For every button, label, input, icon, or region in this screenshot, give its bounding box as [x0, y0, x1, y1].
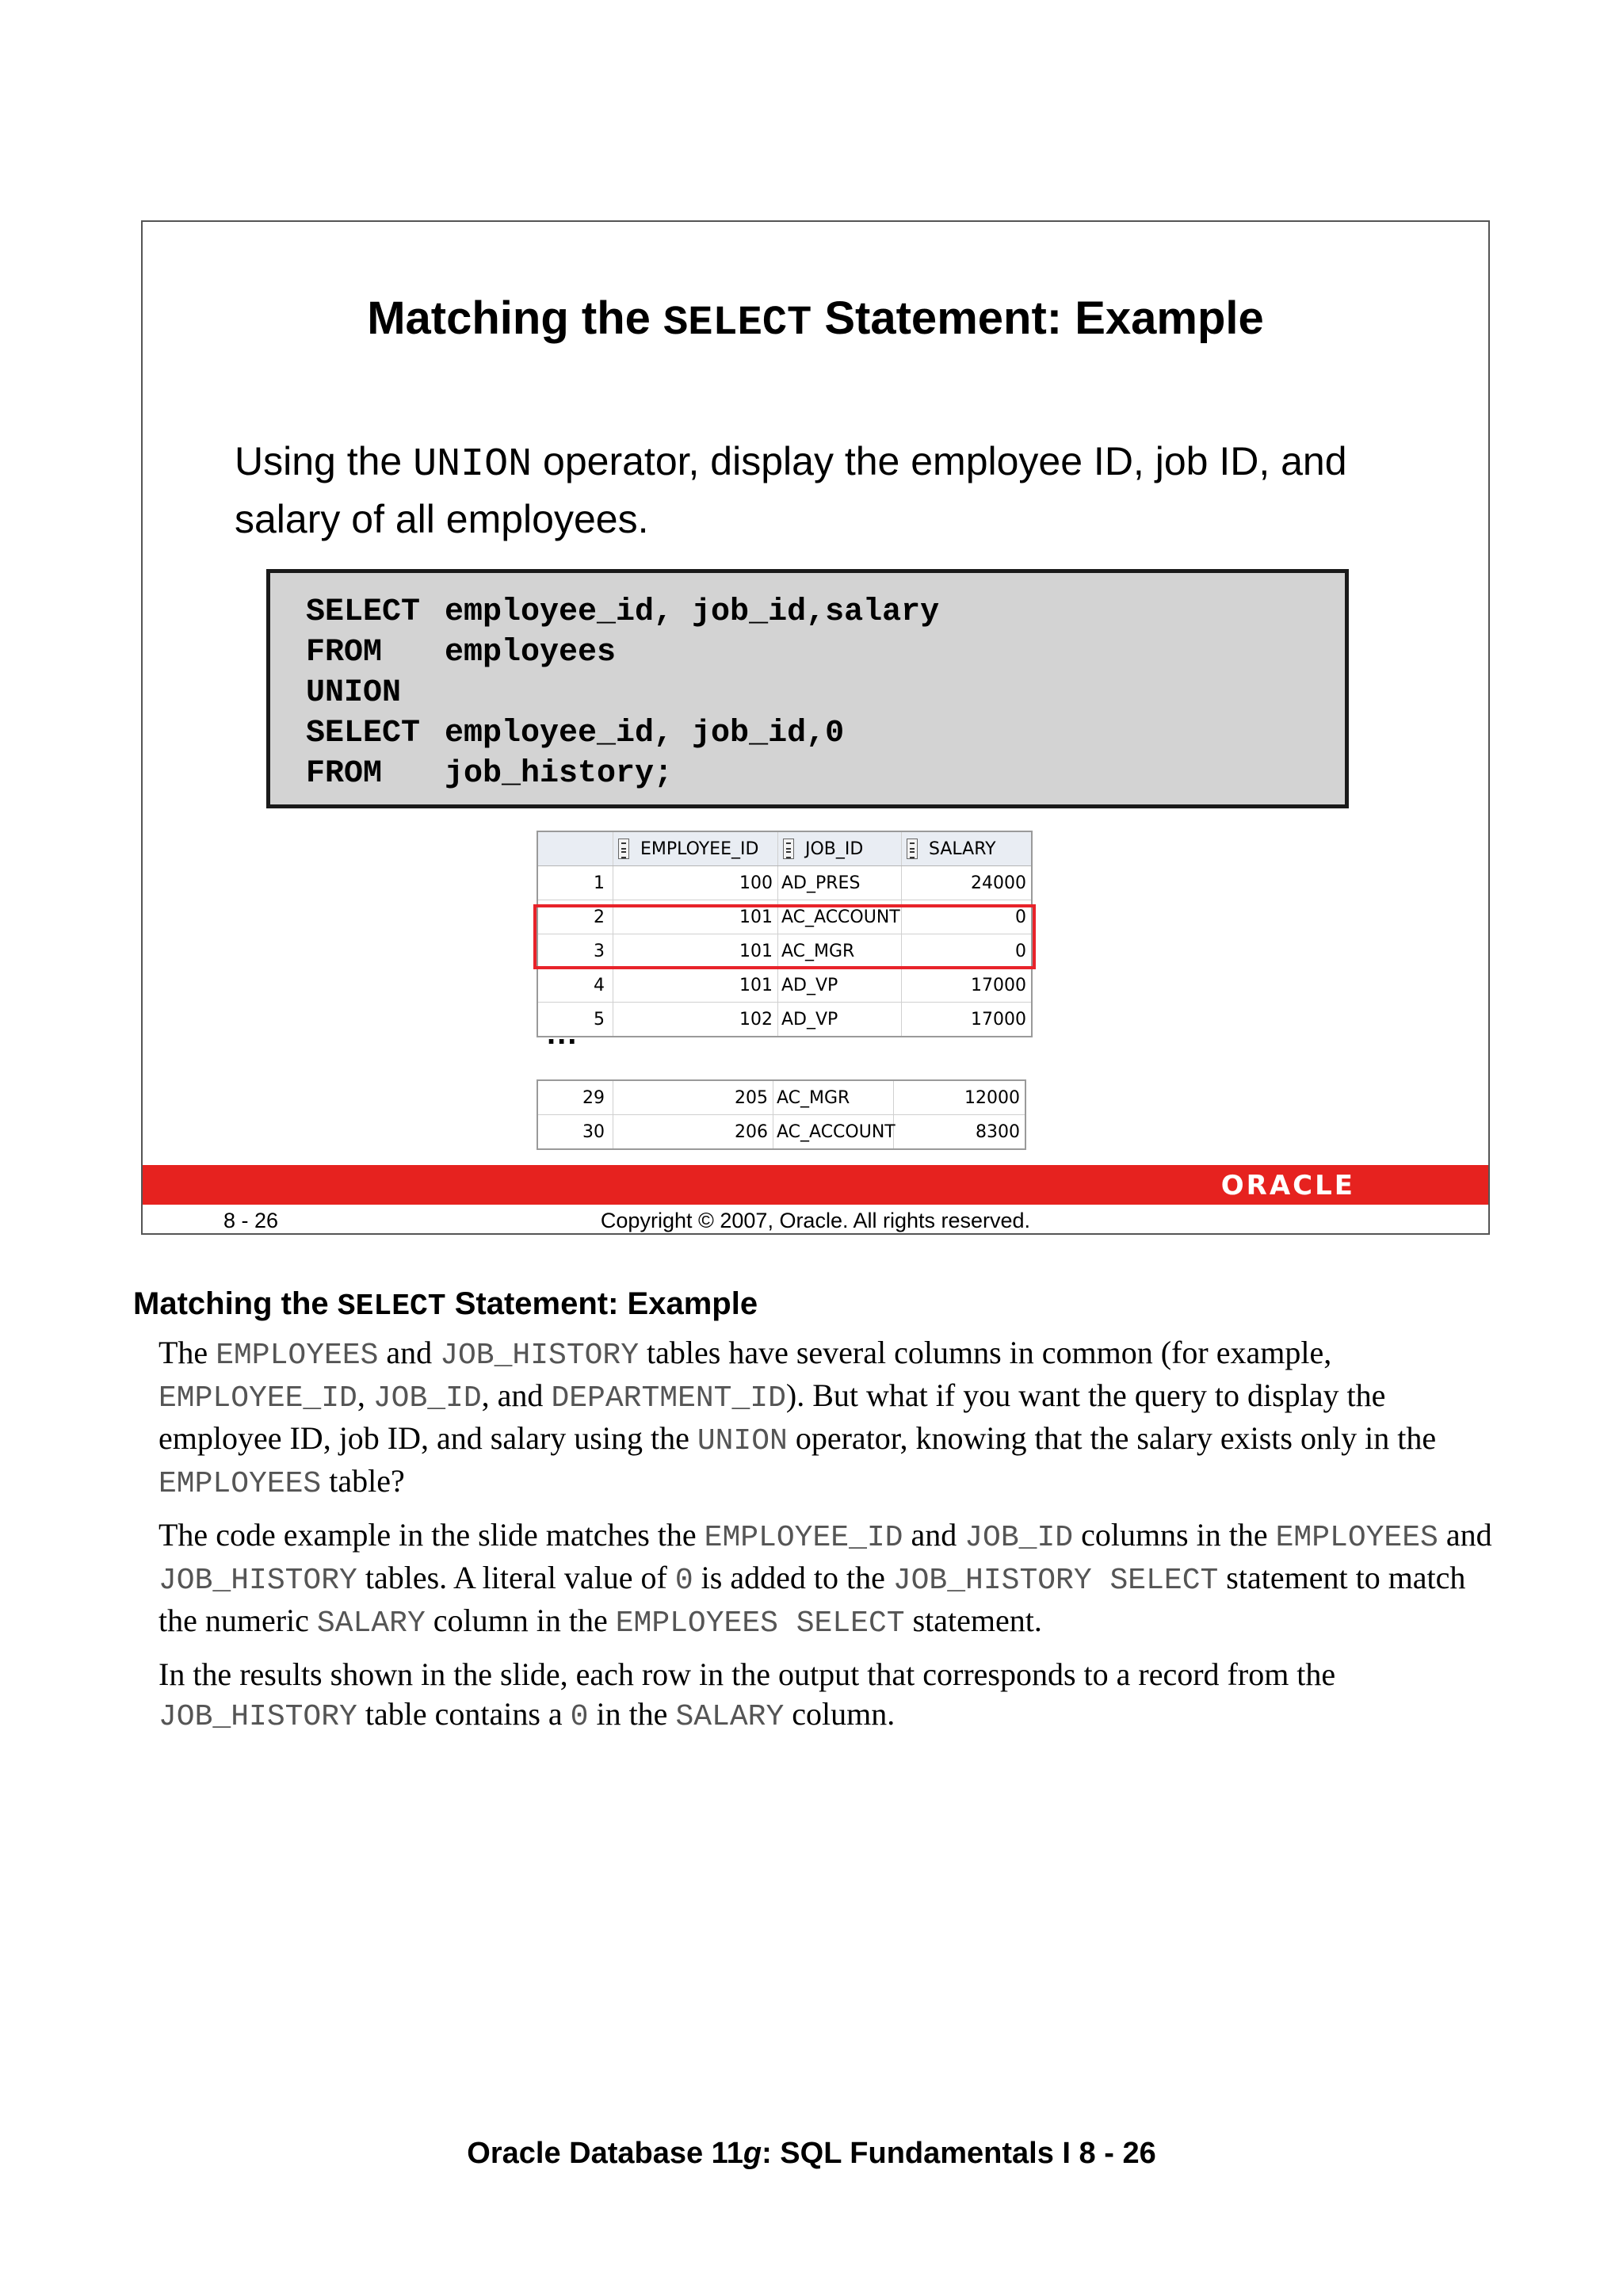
code: EMPLOYEE_ID — [158, 1381, 357, 1415]
grid-header — [538, 832, 1031, 866]
text: The — [158, 1335, 216, 1370]
text: tables have several columns in common (for example, — [639, 1335, 1332, 1370]
cell-employee-id: 102 — [613, 1003, 778, 1036]
text: table contains a — [357, 1696, 571, 1732]
code: EMPLOYEES SELECT — [615, 1606, 905, 1641]
code: JOB_HISTORY — [440, 1339, 640, 1373]
row-number: 29 — [538, 1081, 613, 1114]
text: statement. — [904, 1603, 1042, 1638]
rows-ellipsis: ... — [547, 1016, 579, 1051]
sort-icon[interactable] — [618, 839, 629, 859]
row-number: 30 — [538, 1115, 613, 1148]
cell-employee-id: 100 — [613, 866, 778, 900]
code: 0 — [674, 1564, 693, 1598]
cell-salary: 12000 — [964, 1087, 1020, 1108]
intro-text-end: operator, display the employee ID, job ID, and — [532, 439, 1347, 483]
column-header-employee-id[interactable] — [613, 832, 778, 865]
text: The code example in the slide matches the — [158, 1517, 705, 1553]
footer-text-end: : SQL Fundamentals I 8 - 26 — [762, 2137, 1156, 2170]
sql-code-box — [266, 569, 1349, 808]
notes-heading-code: SELECT — [337, 1289, 446, 1324]
cell-salary: 24000 — [971, 873, 1026, 893]
cell-salary: 0 — [1015, 907, 1026, 927]
notes-paragraph-2 — [158, 1515, 1506, 1644]
footer-italic: g — [743, 2137, 762, 2170]
text: ). But what if you want the query to display the employee ID, job ID, and salary using the — [158, 1377, 1386, 1456]
text: in the — [588, 1696, 676, 1732]
notes-heading — [133, 1286, 758, 1324]
text: column in the — [425, 1603, 616, 1638]
text: columns in the — [1073, 1517, 1276, 1553]
column-header-job-id[interactable] — [778, 832, 902, 865]
row-number: 3 — [538, 934, 613, 968]
text: , and — [481, 1377, 552, 1413]
code-text: employee_id, job_id,salary — [445, 594, 940, 630]
text: is added to the — [693, 1560, 893, 1595]
cell-employee-id: 101 — [613, 968, 778, 1002]
code-line — [306, 754, 1345, 794]
oracle-logo-text: ORACLE — [1220, 1170, 1355, 1201]
cell-job-id: AC_MGR — [773, 1081, 894, 1114]
code: UNION — [697, 1424, 788, 1458]
sort-icon[interactable] — [907, 839, 918, 859]
intro-code: UNION — [413, 442, 533, 487]
table-row[interactable] — [538, 1003, 1031, 1036]
notes-paragraph-1 — [158, 1333, 1506, 1504]
table-row[interactable] — [538, 1115, 1025, 1148]
slide-intro — [235, 434, 1392, 546]
cell-job-id: AD_VP — [778, 968, 902, 1002]
slide-title-text-end: Statement: Example — [812, 292, 1264, 344]
code-keyword: UNION — [306, 675, 402, 711]
code-keyword: SELECT — [306, 594, 421, 630]
code: SALARY — [316, 1606, 426, 1641]
code: EMPLOYEES — [158, 1467, 322, 1501]
slide-title — [143, 292, 1488, 346]
code: EMPLOYEES — [1275, 1521, 1438, 1555]
result-grid-tail — [537, 1079, 1026, 1150]
cell-salary: 17000 — [971, 975, 1026, 995]
text: table? — [321, 1463, 405, 1499]
code-text: job_history; — [445, 756, 674, 792]
row-number-header — [538, 832, 613, 865]
intro-line-2: salary of all employees. — [235, 497, 649, 541]
oracle-logo — [1221, 1170, 1355, 1201]
row-number: 5 — [538, 1003, 613, 1036]
column-header-salary[interactable] — [902, 832, 1031, 865]
text: and — [1438, 1517, 1492, 1553]
code: EMPLOYEE_ID — [704, 1521, 903, 1555]
notes-heading-text: Matching the — [133, 1286, 338, 1321]
text: tables. A literal value of — [357, 1560, 675, 1595]
code: JOB_ID — [964, 1521, 1074, 1555]
code-keyword: SELECT — [306, 716, 421, 751]
code: JOB_ID — [372, 1381, 482, 1415]
text: , — [357, 1377, 373, 1413]
cell-salary: 0 — [1015, 941, 1026, 961]
code: SALARY — [675, 1700, 785, 1734]
notes-paragraph-3 — [158, 1655, 1506, 1737]
code-text: employee_id, job_id,0 — [445, 716, 845, 751]
notes-heading-text-end: Statement: Example — [445, 1286, 758, 1321]
slide-title-code: SELECT — [663, 300, 812, 346]
text: statement to match the numeric — [158, 1560, 1466, 1638]
code: DEPARTMENT_ID — [551, 1381, 786, 1415]
slide-title-text: Matching the — [367, 292, 664, 344]
column-label: SALARY — [929, 839, 996, 859]
code-line — [306, 673, 1345, 713]
table-row[interactable] — [538, 866, 1031, 900]
slide-number: 8 - 26 — [223, 1209, 279, 1232]
footer-text: Oracle Database 11 — [467, 2137, 743, 2170]
text: column. — [784, 1696, 896, 1732]
code: JOB_HISTORY SELECT — [892, 1564, 1219, 1598]
cell-employee-id: 205 — [613, 1081, 773, 1114]
code: JOB_HISTORY — [158, 1700, 357, 1734]
row-number: 4 — [538, 968, 613, 1002]
text: and — [378, 1335, 441, 1370]
code-keyword: FROM — [306, 635, 383, 670]
row-number: 1 — [538, 866, 613, 900]
slide — [141, 220, 1490, 1235]
copyright: Copyright © 2007, Oracle. All rights reserved. — [600, 1209, 1031, 1232]
cell-employee-id: 206 — [613, 1115, 773, 1148]
row-number: 2 — [538, 900, 613, 934]
zero-salary-highlight — [533, 904, 1036, 969]
cell-employee-id: 101 — [613, 934, 778, 968]
text: operator, knowing that the salary exists only in the — [787, 1420, 1437, 1456]
intro-text: Using the — [235, 439, 414, 483]
column-label: EMPLOYEE_ID — [640, 839, 759, 859]
code: JOB_HISTORY — [158, 1564, 357, 1598]
sort-icon[interactable] — [783, 839, 794, 859]
cell-employee-id: 101 — [613, 900, 778, 934]
cell-job-id: AC_MGR — [778, 934, 902, 968]
code-line — [306, 632, 1345, 673]
code: 0 — [570, 1700, 589, 1734]
table-row[interactable] — [538, 1081, 1025, 1115]
column-label: JOB_ID — [805, 839, 864, 859]
cell-job-id: AC_ACCOUNT — [778, 900, 902, 934]
cell-salary: 8300 — [976, 1121, 1020, 1142]
page-footer — [0, 2137, 1623, 2171]
code-text: employees — [445, 635, 617, 670]
text: In the results shown in the slide, each row in the output that corresponds to a record from the — [158, 1656, 1336, 1692]
code-line — [306, 592, 1345, 632]
notes-body — [158, 1333, 1506, 1748]
code: EMPLOYEES — [216, 1339, 379, 1373]
table-row[interactable] — [538, 968, 1031, 1003]
code-keyword: FROM — [306, 756, 383, 792]
cell-job-id: AC_ACCOUNT — [773, 1115, 894, 1148]
code-line — [306, 713, 1345, 754]
text: and — [903, 1517, 965, 1553]
cell-job-id: AD_PRES — [778, 866, 902, 900]
cell-salary: 17000 — [971, 1009, 1026, 1030]
cell-job-id: AD_VP — [778, 1003, 902, 1036]
